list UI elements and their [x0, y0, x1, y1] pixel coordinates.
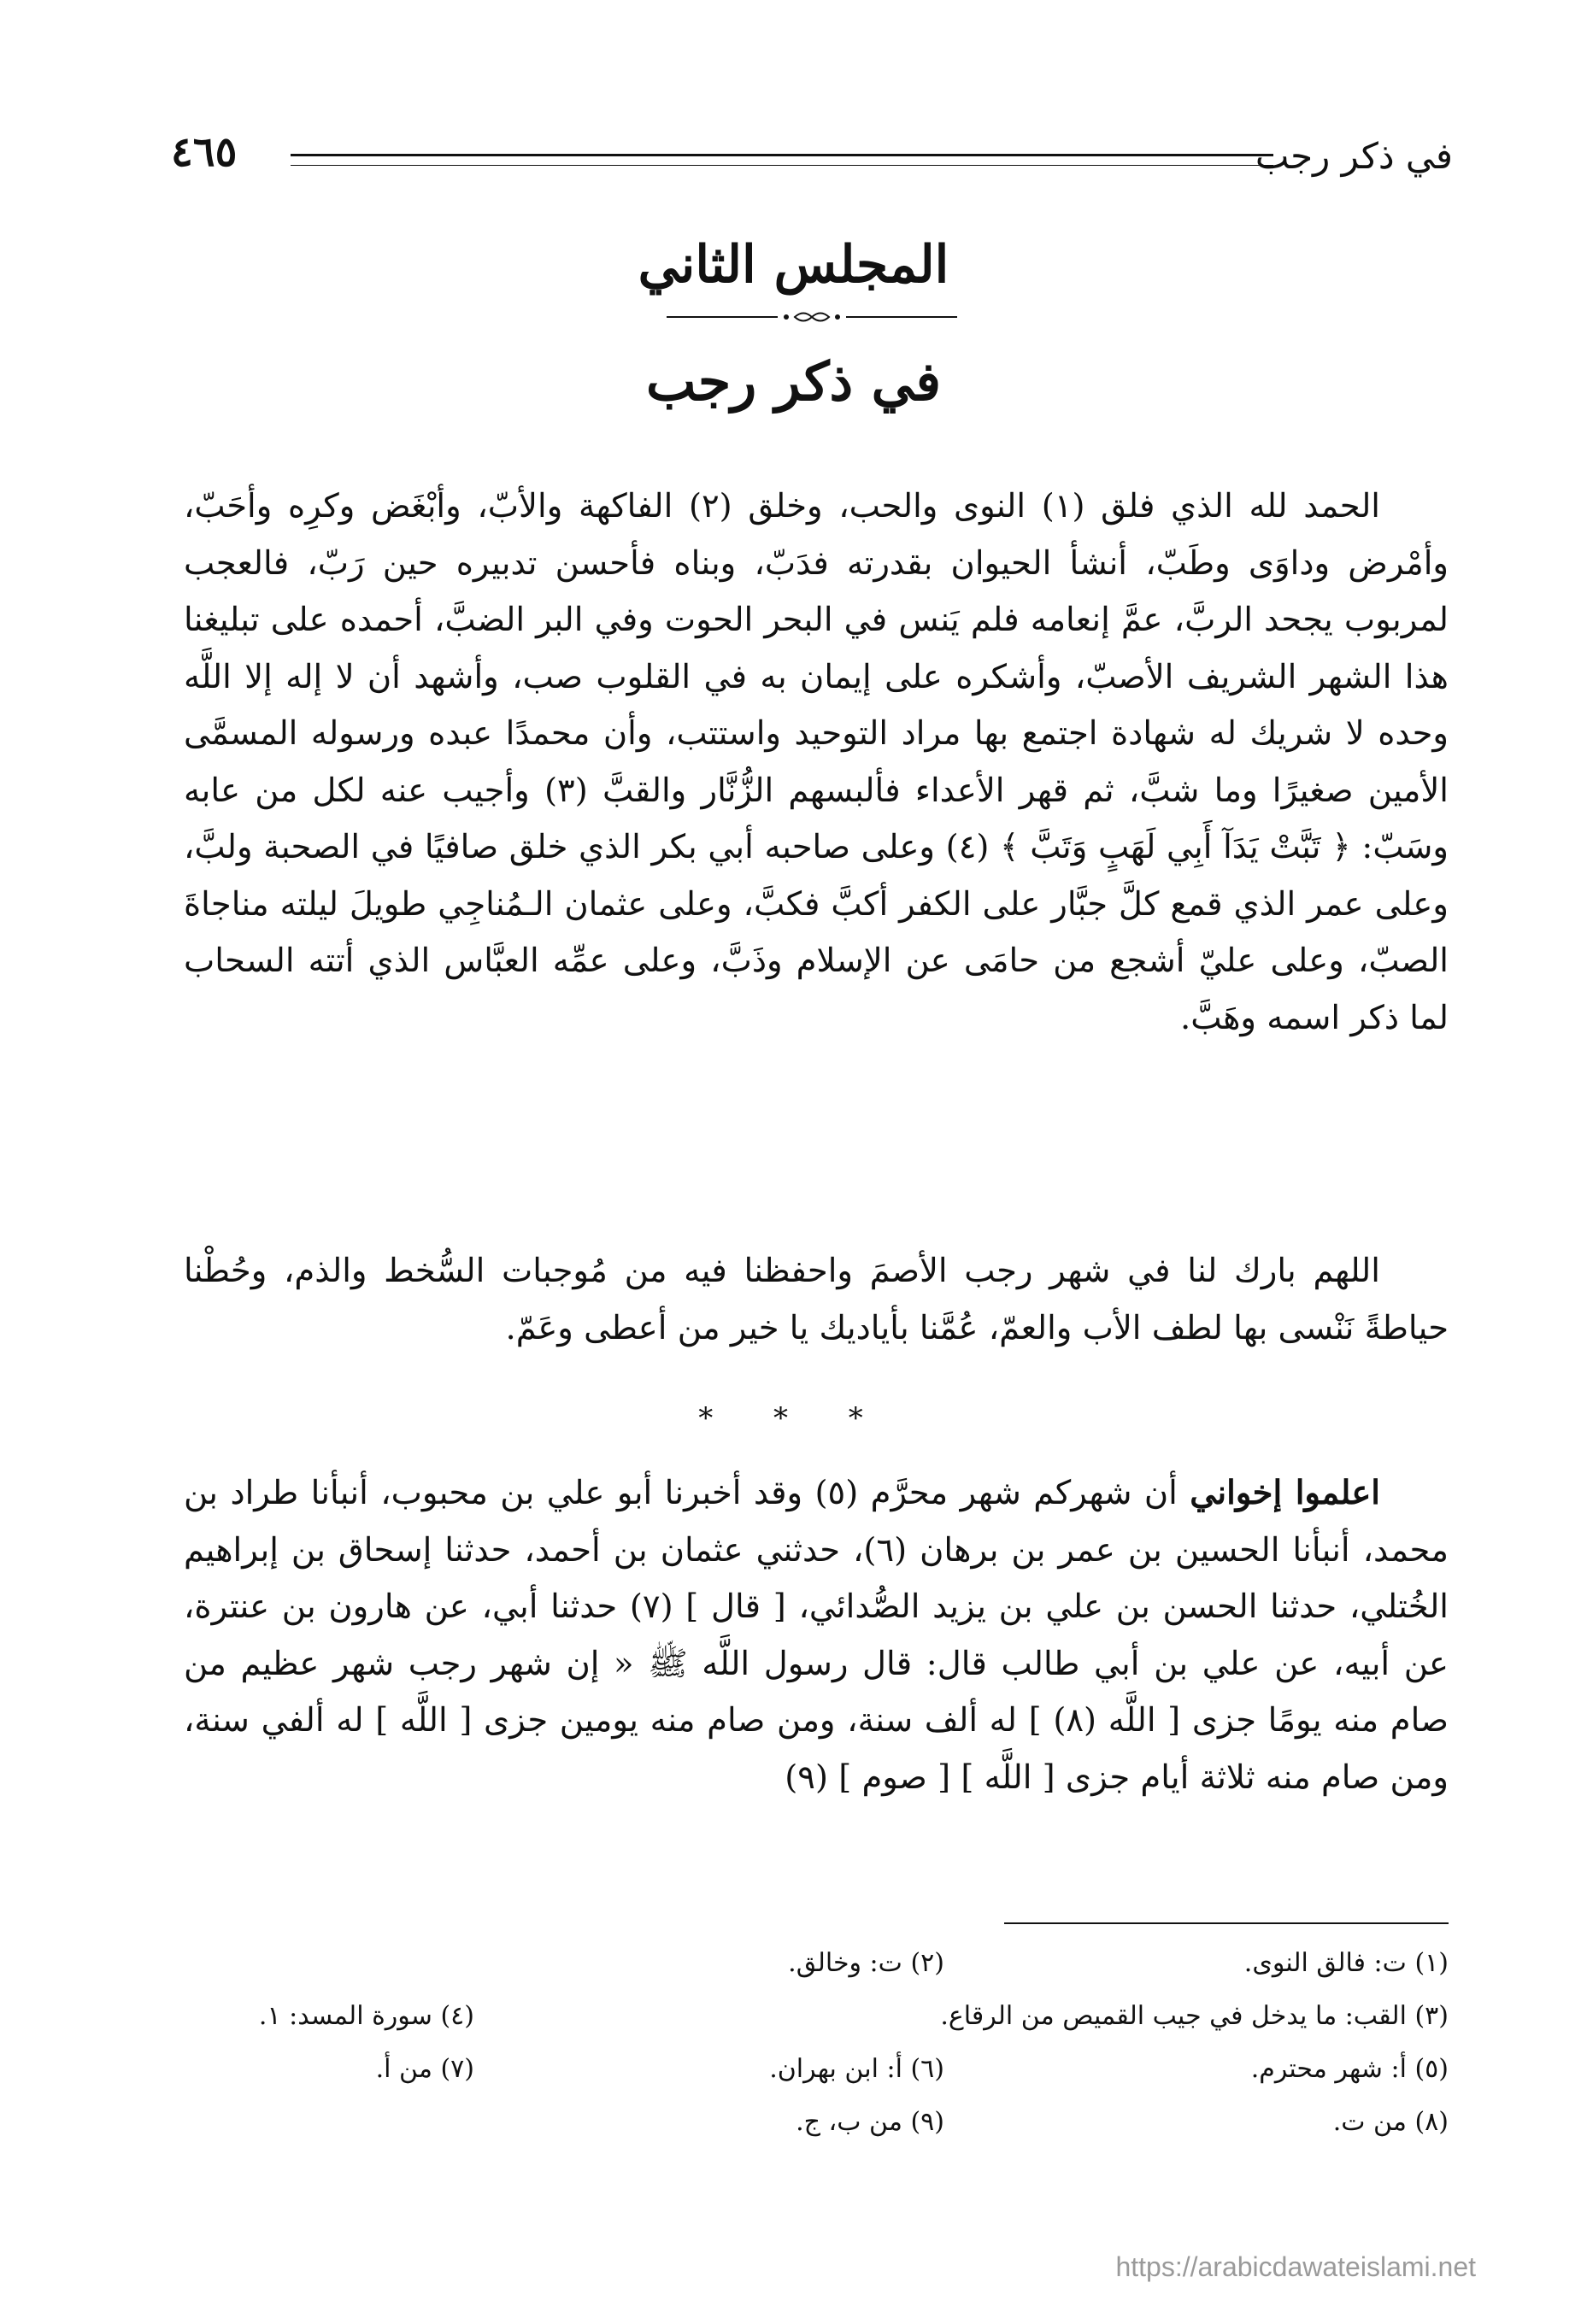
footnote-3: (٣) القب: ما يدخل في جيب القميص من الرقاع.: [940, 2001, 1449, 2031]
prayer-paragraph: [184, 1243, 1449, 1357]
paragraph-text: [184, 1465, 1449, 1806]
opening-paragraph: [184, 478, 1449, 1047]
footnote-6: (٦) أ: ابن بهران.: [769, 2054, 944, 2084]
paragraph-text: اللهم بارك لنا في شهر رجب الأصمَ واحفظنا فيه من مُوجبات السُّخط والذم، وحُطْنا حياطةً نَنْسى بها لطف الأب والعمّ، عُمَّنا بأياديك يا خير من أعطى وعَمّ.: [184, 1252, 1449, 1347]
footnote-2: (٢) ت: وخالق.: [788, 1948, 944, 1978]
footnote-row: [115, 2107, 1449, 2160]
footnote-row: [115, 1948, 1449, 2001]
page-number: ٤٦٥: [171, 128, 238, 176]
hadith-paragraph: [184, 1465, 1449, 1806]
footnote-5: (٥) أ: شهر محترم.: [1250, 2054, 1449, 2084]
footnote-9: (٩) من ب، ج.: [796, 2107, 944, 2137]
running-title: في ذكر رجب: [1255, 135, 1453, 177]
section-separator-stars: * * *: [698, 1401, 889, 1435]
header-double-rule: [291, 154, 1273, 166]
running-header: [171, 128, 1453, 188]
footnote-1: (١) ت: فالق النوى.: [1243, 1948, 1449, 1978]
footnote-row: [115, 2054, 1449, 2107]
footnote-row: [115, 2001, 1449, 2054]
paragraph-rest: أن شهركم شهر محرَّم (٥) وقد أخبرنا أبو علي بن محبوب، أنبأنا طراد بن محمد، أنبأنا الحسين بن عمر بن برهان (٦)، حدثني عثمان بن أحمد، حدثنا إسحاق بن إبراهيم الخُتلي، حدثنا الحسن بن علي بن يزيد الصُّدائي، [ قال ] (٧) حدثنا أبي، عن هارون بن عنترة، عن أبيه، عن علي بن أبي طالب قال: قال رسول اللَّه ﷺ « إن شهر رجب شهر عظيم من صام منه يومًا جزى [ اللَّه (٨) ] له ألف سنة، ومن صام منه يومين جزى [ اللَّه ] له ألفي سنة، ومن صام منه ثلاثة أيام جزى [ اللَّه ] [ صوم ] (٩): [184, 1474, 1449, 1797]
section-title: في ذكر رجب: [646, 350, 941, 413]
footnote-7: (٧) من أ.: [375, 2054, 474, 2084]
footnote-separator: [1004, 1922, 1449, 1924]
title-ornament: [667, 308, 957, 326]
footnotes: [115, 1948, 1449, 2160]
watermark-url: https://arabicdawateislami.net: [1115, 2251, 1476, 2282]
chapter-title: المجلس الثاني: [638, 235, 949, 295]
footnote-8: (٨) من ت.: [1332, 2107, 1449, 2137]
paragraph-text: الحمد لله الذي فلق (١) النوى والحب، وخلق (٢) الفاكهة والأبّ، وأبْغَض وكرِه وأحَبّ، وأمْرض وداوَى وطَبّ، أنشأ الحيوان بقدرته فدَبّ، وبناه فأحسن تدبيره حين رَبّ، فالعجب لمربوب يجحد الربَّ، عمَّ إنعامه فلم يَنس في البحر الحوت وفي البر الضبَّ، أحمده على تبليغنا هذا الشهر الشريف الأصبّ، وأشكره على إيمان به في القلوب صب، وأشهد أن لا إله إلا اللَّه وحده لا شريك له شهادة اجتمع بها مراد التوحيد واستتب، وأن محمدًا عبده ورسوله المسمَّى الأمين صغيرًا وما شبَّ، ثم قهر الأعداء فألبسهم الزُّنَّار والقبَّ (٣) وأجيب عنه لكل من عابه وسَبّ: ﴿ تَبَّتْ يَدَآ أَبِي لَهَبٍ وَتَبَّ ﴾ (٤) وعلى صاحبه أبي بكر الذي خلق صافيًا في الصحبة ولبَّ، وعلى عمر الذي قمع كلَّ جبَّار على الكفر أكبَّ فكبَّ، وعلى عثمان الـمُناجِي طويلَ ليلته مناجاةَ الصبّ، وعلى عليّ أشجع من حامَى عن الإسلام وذَبَّ، وعلى عمِّه العبَّاس الذي أتته السحاب لما ذكر اسمه وهَبَّ.: [184, 487, 1449, 1037]
bold-lead-phrase: اعلموا إخواني: [1190, 1474, 1380, 1512]
footnote-4: (٤) سورة المسد: ١.: [258, 2001, 474, 2031]
